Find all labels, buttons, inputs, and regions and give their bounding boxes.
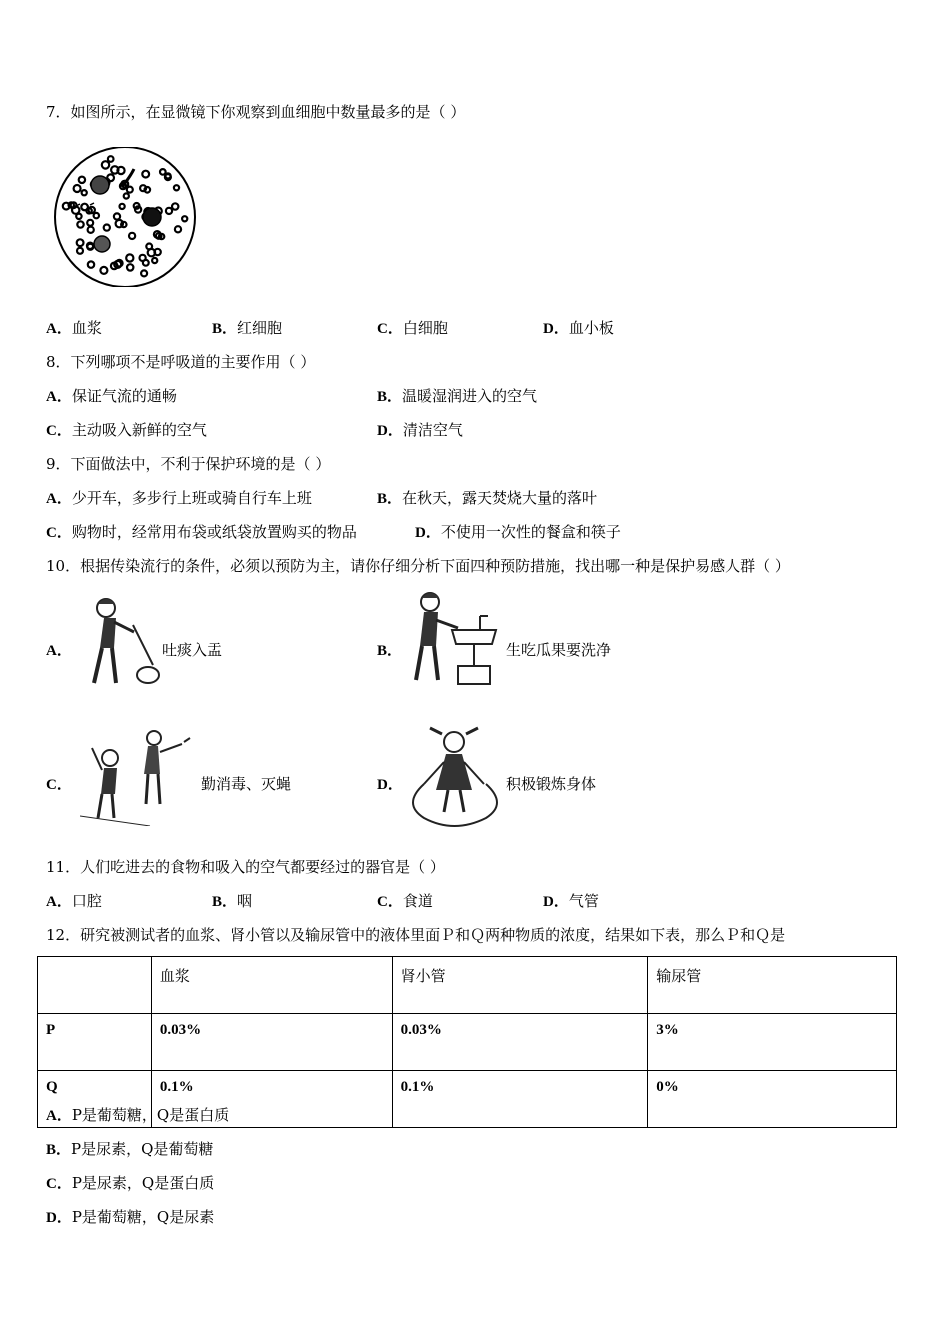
q12-option-a[interactable]: A．P是葡萄糖，Q是蛋白质 bbox=[46, 1106, 230, 1124]
q10-option-b-letter[interactable]: B． bbox=[377, 643, 403, 659]
question-7-stem: 7．如图所示，在显微镜下你观察到血细胞中数量最多的是（ ） bbox=[46, 103, 466, 121]
q11-option-d[interactable]: D．气管 bbox=[543, 892, 599, 910]
q7-option-a[interactable]: A．血浆 bbox=[46, 319, 102, 337]
blood-cells-micrograph bbox=[52, 147, 198, 287]
q12-option-c[interactable]: C．P是尿素，Q是蛋白质 bbox=[46, 1174, 215, 1192]
q10-option-c-text: 勤消毒、灭蝇 bbox=[201, 775, 292, 793]
white-blood-cell bbox=[94, 236, 110, 252]
question-10-stem: 10．根据传染流行的条件，必须以预防为主，请你仔细分析下面四种预防措施，找出哪一种是保护易感人群（ ） bbox=[46, 557, 790, 575]
table-header-cell: 输尿管 bbox=[648, 957, 897, 1014]
question-9-stem: 9．下面做法中，不利于保护环境的是（ ） bbox=[46, 455, 331, 473]
disinfecting-killing-flies-illustration bbox=[80, 726, 198, 826]
q10-option-d-text: 积极锻炼身体 bbox=[506, 775, 597, 793]
table-cell: 0.03% bbox=[151, 1014, 392, 1071]
q7-option-b[interactable]: B．红细胞 bbox=[212, 319, 283, 337]
table-cell: 0.1% bbox=[392, 1071, 648, 1128]
table-header-cell: 血浆 bbox=[151, 957, 392, 1014]
q9-option-b[interactable]: B．在秋天，露天焚烧大量的落叶 bbox=[377, 489, 598, 507]
table-cell: P bbox=[38, 1014, 152, 1071]
white-blood-cell bbox=[91, 176, 109, 194]
q9-option-c[interactable]: C．购物时，经常用布袋或纸袋放置购买的物品 bbox=[46, 523, 357, 541]
q10-option-a-letter[interactable]: A． bbox=[46, 643, 72, 659]
q9-option-d[interactable]: D．不使用一次性的餐盒和筷子 bbox=[415, 523, 621, 541]
question-11-stem: 11．人们吃进去的食物和吸入的空气都要经过的器官是（ ） bbox=[46, 858, 445, 876]
q8-option-d[interactable]: D．清洁空气 bbox=[377, 421, 463, 439]
q8-option-a[interactable]: A．保证气流的通畅 bbox=[46, 387, 177, 405]
table-row bbox=[38, 1014, 897, 1071]
question-12-stem: 12．研究被测试者的血浆、肾小管以及输尿管中的液体里面Ｐ和Ｑ两种物质的浓度，结果如下表，那么Ｐ和Ｑ是 bbox=[46, 926, 786, 944]
q10-option-b-text: 生吃瓜果要洗净 bbox=[506, 641, 612, 659]
q10-option-d-letter[interactable]: D． bbox=[377, 777, 403, 793]
table-cell: 0% bbox=[648, 1071, 897, 1128]
q11-option-a[interactable]: A．口腔 bbox=[46, 892, 102, 910]
concentration-table bbox=[37, 956, 897, 1128]
table-header-cell: 肾小管 bbox=[392, 957, 648, 1014]
q10-option-a-text: 吐痰入盂 bbox=[162, 641, 223, 659]
table-cell: 3% bbox=[648, 1014, 897, 1071]
q7-option-c[interactable]: C．白细胞 bbox=[377, 319, 448, 337]
q9-option-a[interactable]: A．少开车，多步行上班或骑自行车上班 bbox=[46, 489, 312, 507]
table-header-cell bbox=[38, 957, 152, 1014]
spitting-into-spittoon-illustration bbox=[78, 590, 160, 690]
q10-option-c-letter[interactable]: C． bbox=[46, 777, 72, 793]
q11-option-c[interactable]: C．食道 bbox=[377, 892, 433, 910]
q12-option-d[interactable]: D．P是葡萄糖，Q是尿素 bbox=[46, 1208, 215, 1226]
jumping-rope-illustration bbox=[404, 722, 508, 830]
table-header-row bbox=[38, 957, 897, 1014]
question-8-stem: 8．下列哪项不是呼吸道的主要作用（ ） bbox=[46, 353, 316, 371]
q8-option-c[interactable]: C．主动吸入新鲜的空气 bbox=[46, 421, 207, 439]
white-blood-cell bbox=[143, 208, 161, 226]
q7-option-d[interactable]: D．血小板 bbox=[543, 319, 614, 337]
washing-fruit-illustration bbox=[400, 586, 504, 690]
table-cell: Q bbox=[38, 1071, 152, 1128]
table-cell: 0.03% bbox=[392, 1014, 648, 1071]
q12-option-b[interactable]: B．P是尿素，Q是葡萄糖 bbox=[46, 1140, 214, 1158]
q11-option-b[interactable]: B．咽 bbox=[212, 892, 253, 910]
table-cell: 0.1% bbox=[151, 1071, 392, 1128]
q8-option-b[interactable]: B．温暖湿润进入的空气 bbox=[377, 387, 538, 405]
